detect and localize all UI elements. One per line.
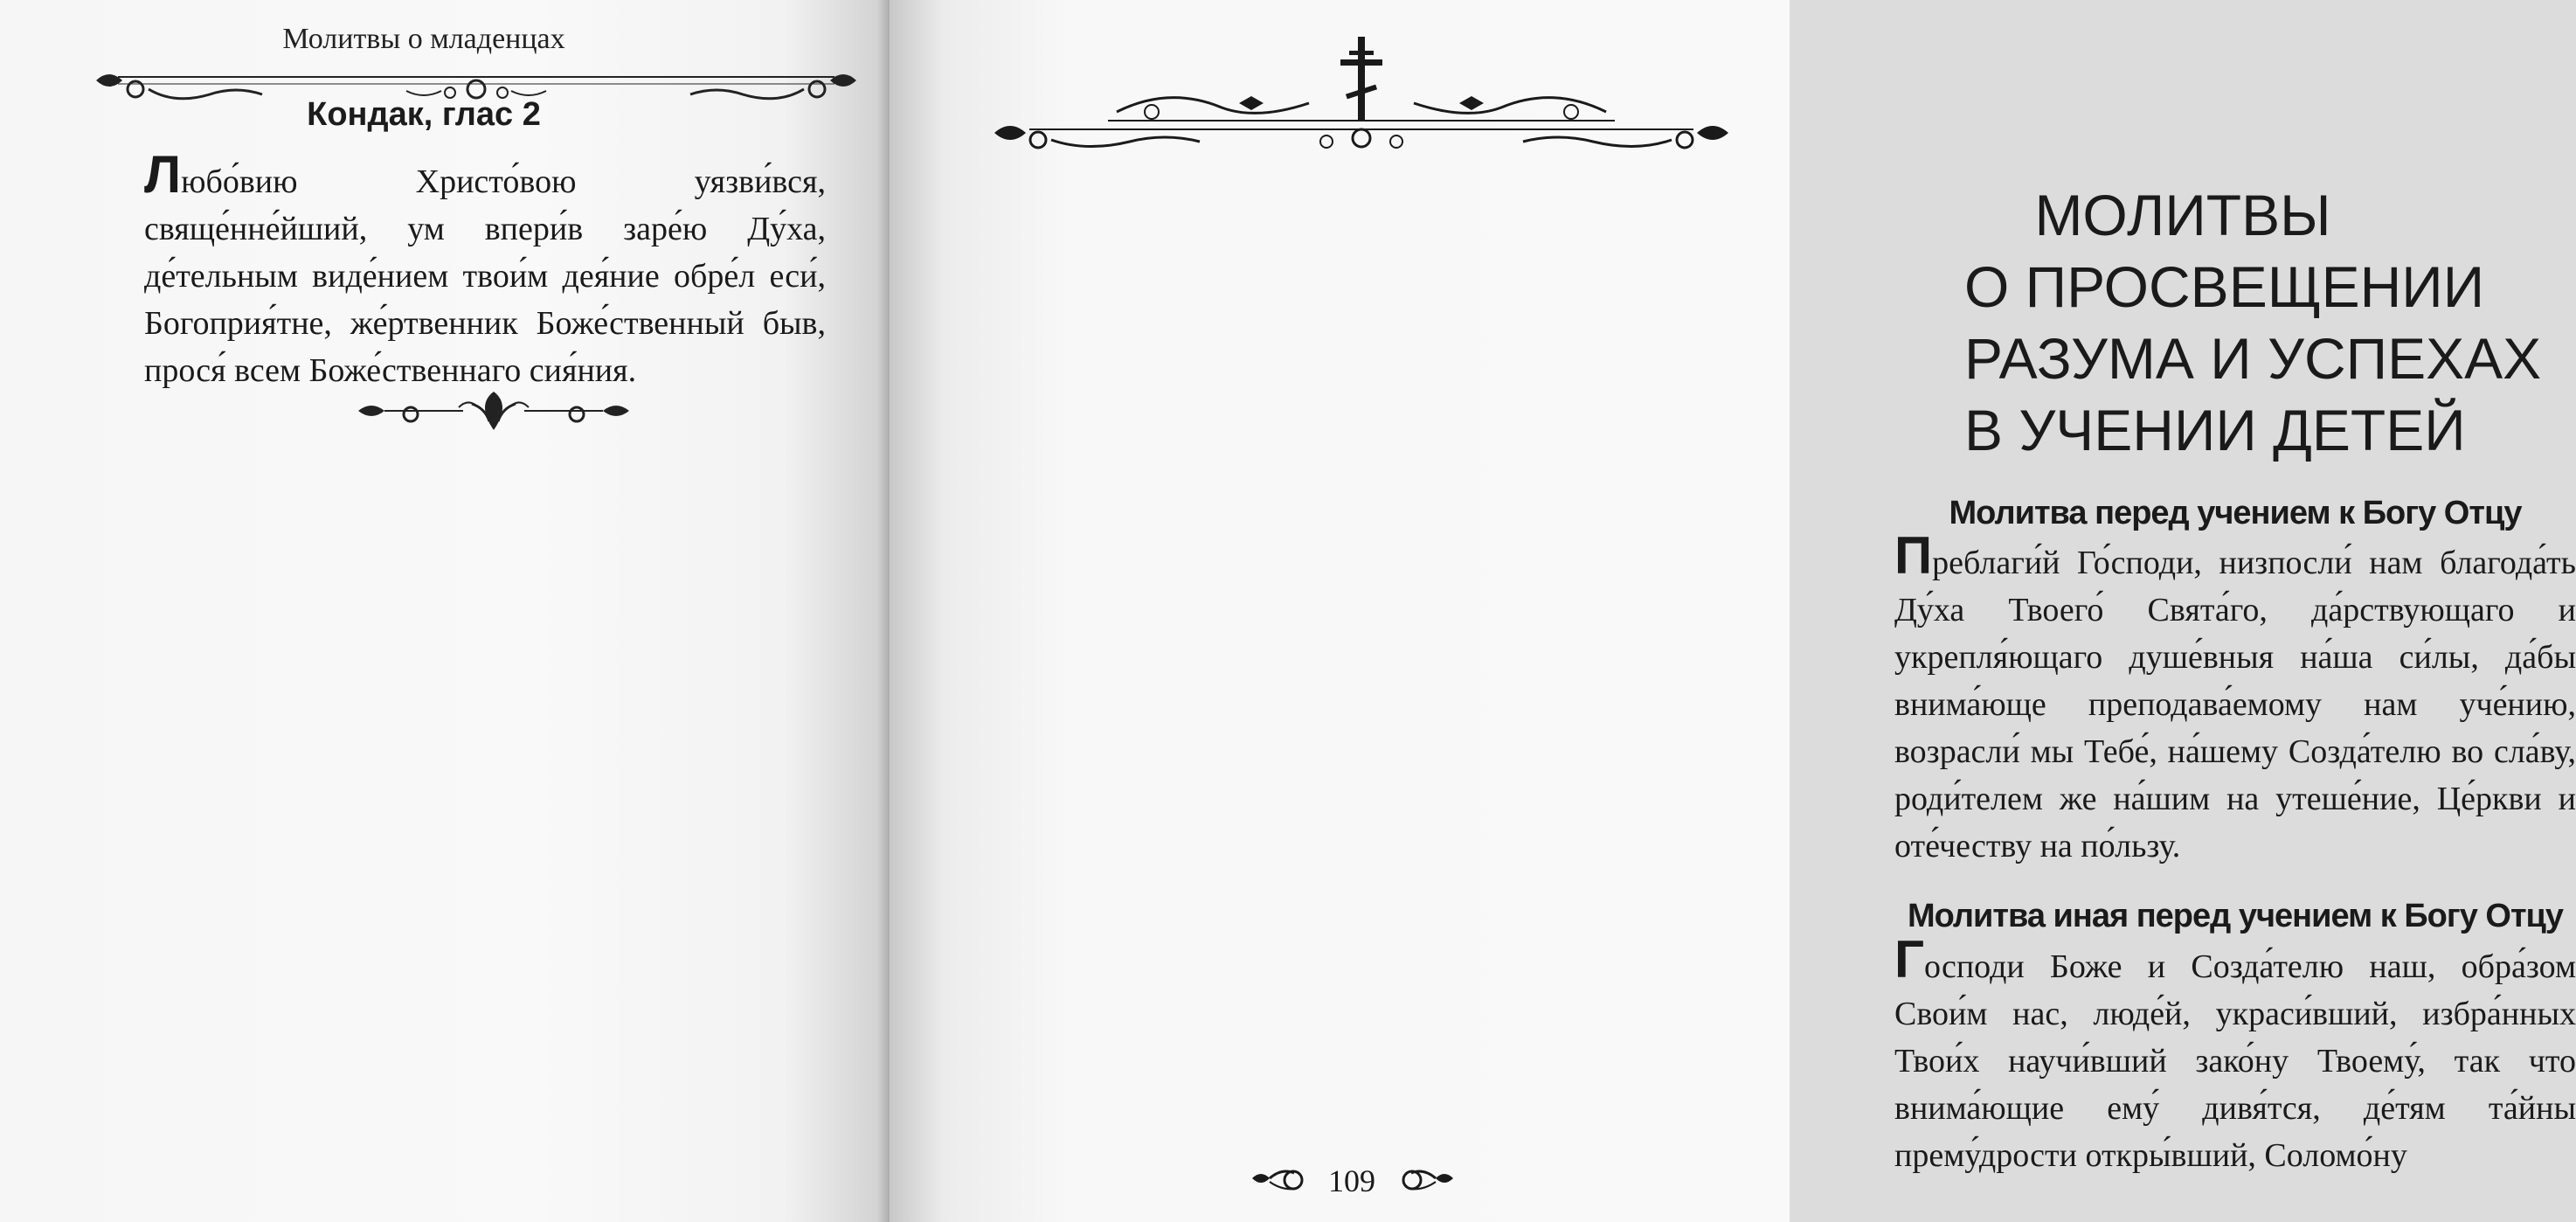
right-page (890, 0, 2576, 1222)
prayer-paragraph (1894, 526, 2576, 870)
chapter-title (1964, 179, 2542, 466)
paragraph-text: осподи Боже и Созда́телю наш, обра́зом Свои́м нас, люде́й, украси́вший, избра́нных Твои́х научи́вший зако́ну Твоему́, так что внима́ющие ему́ дивя́тся, де́тям та́йны прему́дрости откры́вший, Соломо́ну (1894, 948, 2576, 1174)
drop-cap: Г (1894, 930, 1925, 989)
prayer-heading: Молитва перед учением к Богу Отцу (1949, 495, 2522, 531)
prayer-paragraph (1894, 930, 2576, 1179)
kondak-paragraph (144, 145, 826, 394)
folio-ornament-left (1248, 1161, 1318, 1196)
page-number: 109 (1328, 1163, 1375, 1198)
section-title: Кондак, глас 2 (307, 96, 541, 133)
cross-headpiece-ornament (977, 33, 1746, 164)
paragraph-text: реблаги́й Го́споди, низпосли́ нам благода́ть Ду́ха Твоего́ Свята́го, да́рствующаго и укрепля́ющаго душе́вныя на́ша си́лы, да́бы внима́юще преподава́емому нам уче́нию, возрасли́ мы Тебе́, на́шему Созда́телю во сла́ву, роди́телем же на́шим на утеше́ние, Це́ркви и оте́честву на по́льзу. (1894, 545, 2576, 864)
chapter-title-line: МОЛИТВЫ (2034, 183, 2331, 247)
folio-ornament-right (1388, 1161, 1458, 1196)
drop-cap: П (1894, 526, 1933, 585)
left-page (0, 0, 890, 1222)
section-end-ornament (350, 385, 638, 437)
drop-cap: Л (144, 145, 182, 204)
chapter-title-line: РАЗУМА И УСПЕХАХ (1964, 326, 2542, 391)
chapter-title-line: О ПРОСВЕЩЕНИИ (1964, 254, 2485, 319)
prayer-heading: Молитва иная перед учением к Богу Отцу (1907, 898, 2564, 934)
paragraph-text: юбо́вию Христо́вою уязви́вся, свяще́нне́йший, ум впери́в заре́ю Ду́ха, де́тельным виде́нием твои́м дея́ние обре́л еси́, Богоприя́тне, же́ртвенник Боже́ственный быв, прося́ всем Боже́ственнаго сия́ния. (144, 163, 826, 389)
running-header: Молитвы о младенцах (282, 23, 565, 55)
chapter-title-line: В УЧЕНИИ ДЕТЕЙ (1964, 398, 2466, 462)
